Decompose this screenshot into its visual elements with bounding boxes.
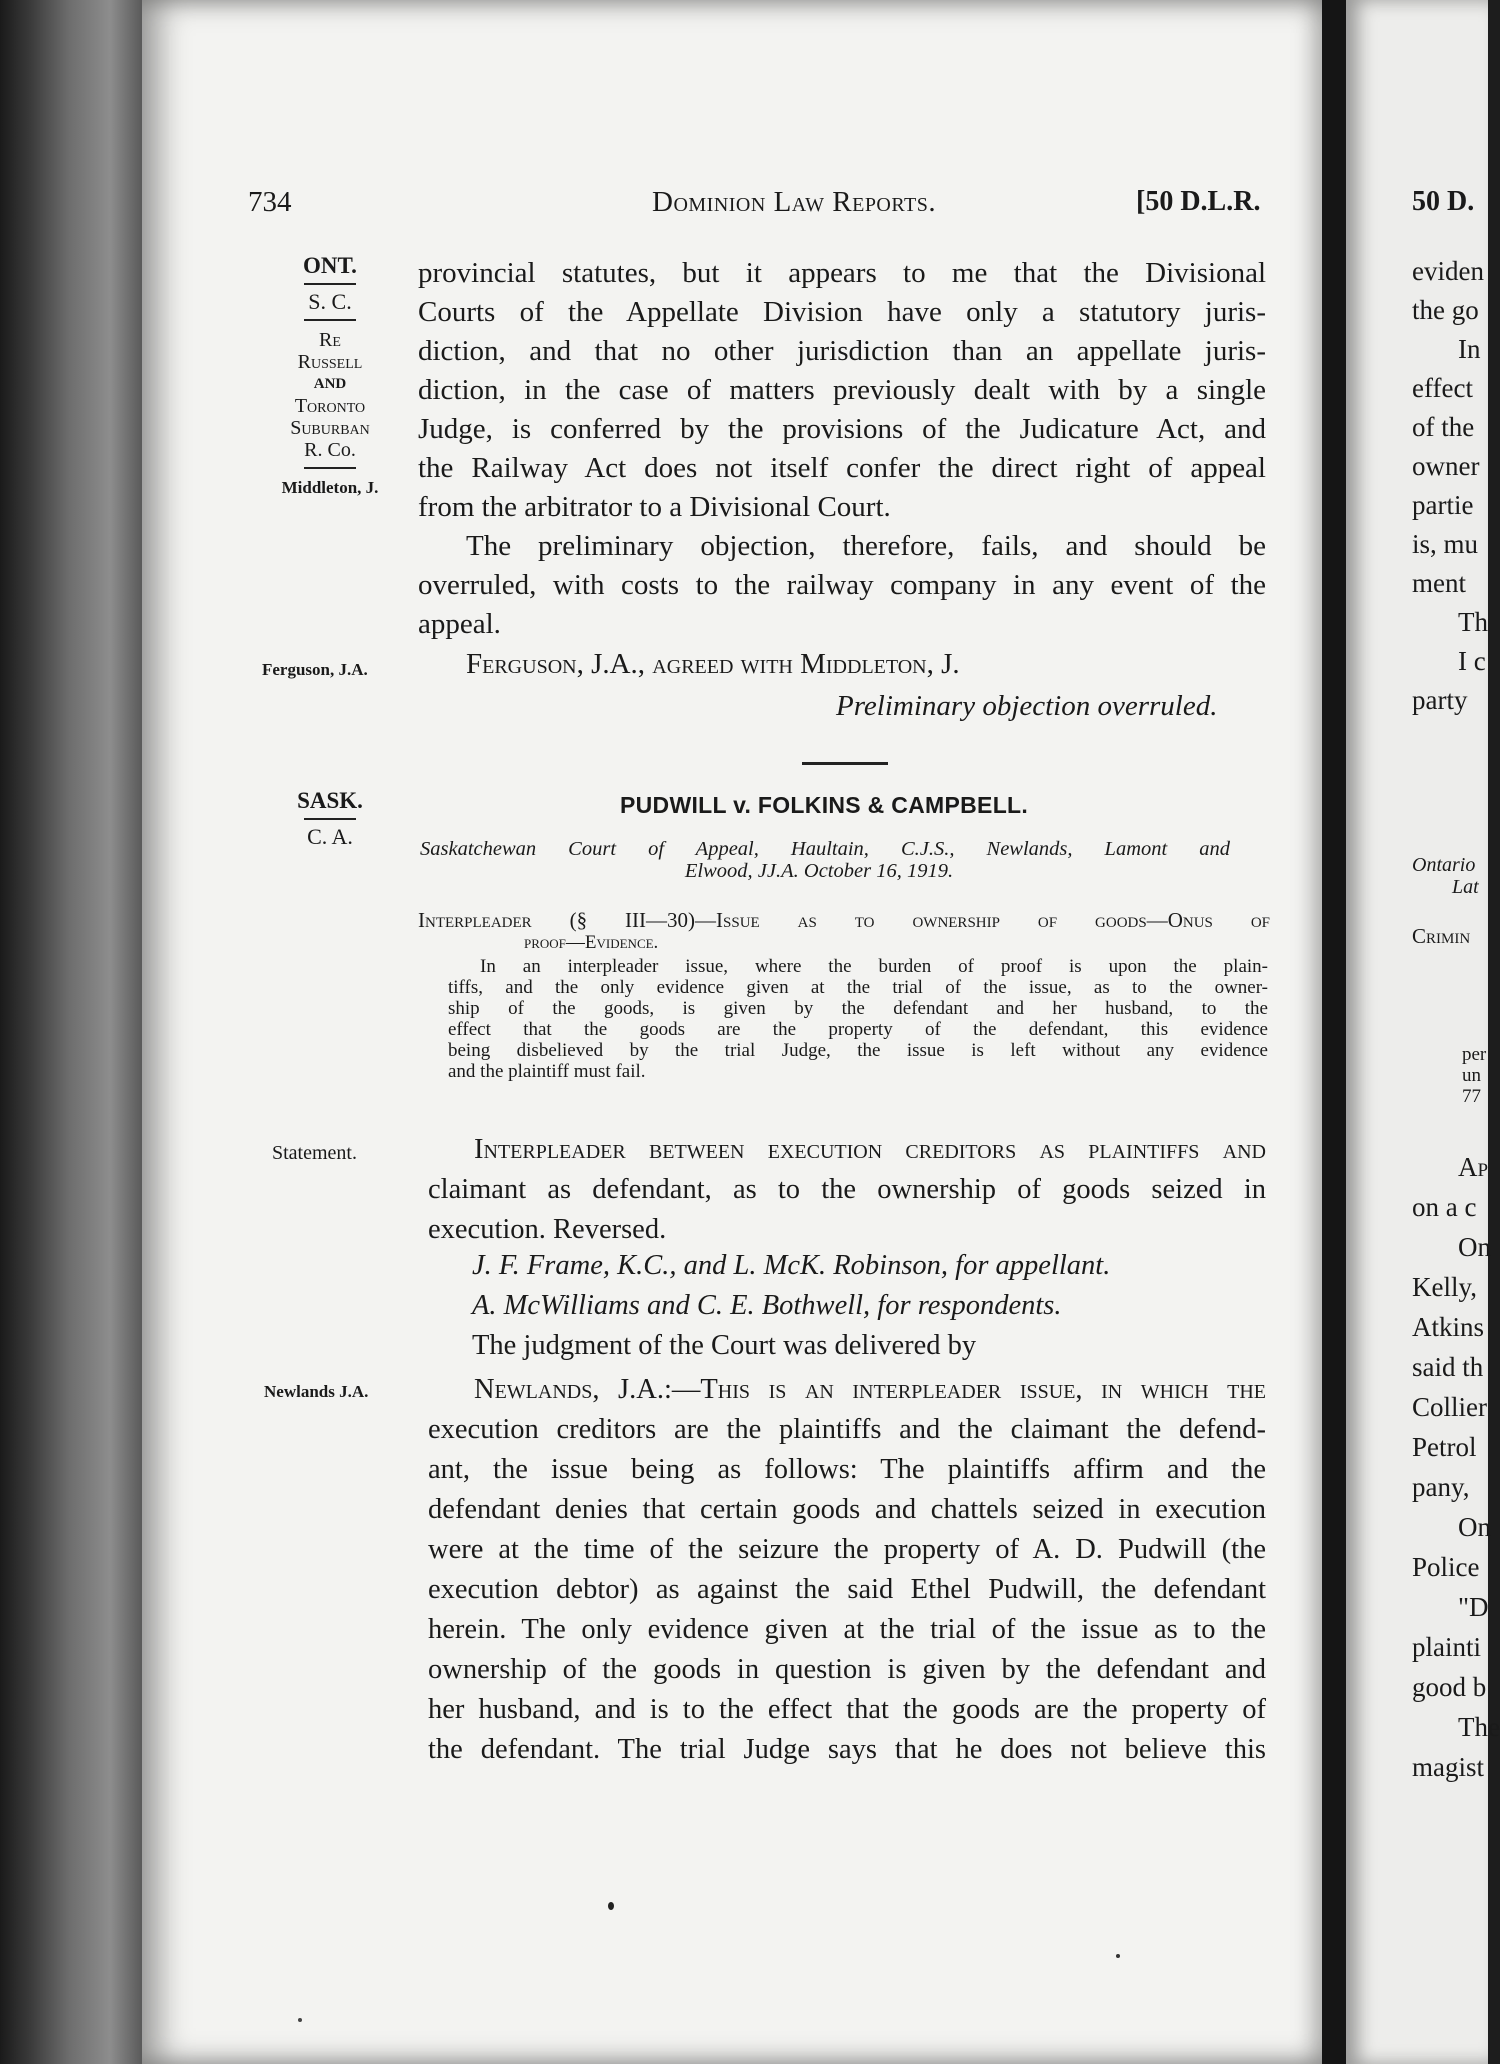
margin-province: ONT. xyxy=(303,253,357,278)
text-line: from the arbitrator to a Divisional Court. xyxy=(418,491,891,523)
facing-line: Ontario xyxy=(1412,854,1476,876)
facing-line: 77 xyxy=(1462,1086,1481,1107)
text-line: the Railway Act does not itself confer the direct right of appeal xyxy=(418,452,1266,484)
facing-line: Kelly, xyxy=(1412,1272,1477,1302)
section-divider xyxy=(802,762,888,765)
facing-line: pany, xyxy=(1412,1472,1470,1502)
margin-rule xyxy=(304,467,356,469)
margin-case-line: Toronto xyxy=(294,395,366,417)
facing-line: party xyxy=(1412,685,1468,715)
opinion-line: were at the time of the seizure the property of A. D. Pudwill (the xyxy=(428,1534,1266,1565)
margin-judge-newlands: Newlands J.A. xyxy=(264,1382,369,1401)
facing-line: Crimin xyxy=(1412,924,1471,948)
facing-line: good b xyxy=(1412,1672,1487,1702)
facing-line: effect xyxy=(1412,373,1473,403)
facing-header: 50 D. xyxy=(1412,186,1475,217)
text-line: overruled, with costs to the railway company in any event of the xyxy=(418,569,1266,601)
facing-line: un xyxy=(1462,1065,1481,1086)
margin-rule xyxy=(304,818,356,820)
facing-line: ment xyxy=(1412,568,1466,598)
opinion-line: herein. The only evidence given at the trial of the issue as to the xyxy=(428,1614,1266,1645)
court-line: Elwood, JJ.A. October 16, 1919. xyxy=(684,860,954,882)
facing-line: owner xyxy=(1412,451,1480,481)
opinion-line: execution debtor) as against the said Ethel Pudwill, the defendant xyxy=(428,1574,1266,1605)
text-line: The preliminary objection, therefore, fails, and should be xyxy=(466,530,1266,562)
opinion-line: execution creditors are the plaintiffs and the claimant the defend- xyxy=(428,1414,1266,1445)
summary-line: effect that the goods are the property of the defendant, this evidence xyxy=(448,1019,1268,1040)
facing-line: On xyxy=(1458,1232,1491,1262)
margin-court: C. A. xyxy=(307,824,353,849)
headnote-line: proof—Evidence. xyxy=(524,932,659,953)
facing-line: Ap xyxy=(1458,1152,1489,1182)
opinion-line: the defendant. The trial Judge says that he does not believe this xyxy=(428,1734,1266,1765)
facing-line: In xyxy=(1458,334,1481,364)
volume-label: [50 D.L.R. xyxy=(1136,186,1261,217)
facing-line: eviden xyxy=(1412,256,1484,286)
summary-line: being disbelieved by the trial Judge, the issue is left without any evidence xyxy=(448,1040,1268,1061)
text-line: Judge, is conferred by the provisions of the Judicature Act, and xyxy=(418,413,1266,445)
facing-line: The xyxy=(1458,1712,1500,1742)
book-gutter xyxy=(1322,0,1346,2064)
scan-speck xyxy=(298,2018,302,2022)
opinion-line: ownership of the goods in question is given by the defendant and xyxy=(428,1654,1266,1685)
text-line: appeal. xyxy=(418,608,501,640)
page-number: 734 xyxy=(248,186,292,218)
facing-line: On xyxy=(1458,1512,1491,1542)
margin-province: SASK. xyxy=(297,788,363,813)
margin-ferguson: Ferguson, J.A. xyxy=(262,660,368,679)
facing-line: of the xyxy=(1412,412,1475,442)
summary-line: tiffs, and the only evidence given at the trial of the issue, as to the owner- xyxy=(448,977,1268,998)
summary-line: ship of the goods, is given by the defendant and her husband, to the xyxy=(448,998,1268,1019)
margin-rule xyxy=(304,319,356,321)
counsel-appellant: J. F. Frame, K.C., and L. McK. Robinson, for appellant. xyxy=(472,1250,1111,1281)
facing-line: per xyxy=(1462,1044,1487,1065)
margin-judge: Middleton, J. xyxy=(281,478,379,497)
text-line: provincial statutes, but it appears to me that the Divisional xyxy=(418,257,1266,289)
margin-case-line: Russell xyxy=(297,351,363,373)
margin-case-line: R. Co. xyxy=(304,439,356,461)
facing-line: Th xyxy=(1458,607,1488,637)
statement-text: Interpleader between execution creditors as plaintiffs and xyxy=(474,1134,1266,1165)
statement-line xyxy=(474,1130,1266,1170)
facing-line: "D xyxy=(1458,1592,1489,1622)
headnote-line: Interpleader (§ III—30)—Issue as to ownership of goods—Onus of xyxy=(418,908,1270,932)
result-line: Preliminary objection overruled. xyxy=(836,690,1218,722)
opinion-line: ant, the issue being as follows: The plaintiffs affirm and the xyxy=(428,1454,1266,1485)
scan-speck xyxy=(1116,1954,1120,1958)
running-title: Dominion Law Reports. xyxy=(652,186,937,218)
court-line: Saskatchewan Court of Appeal, Haultain, C.J.S., Newlands, Lamont and xyxy=(420,838,1230,860)
margin-ont xyxy=(255,255,405,499)
margin-statement: Statement. xyxy=(272,1142,357,1164)
margin-case-line: AND xyxy=(313,376,347,392)
text-line: Courts of the Appellate Division have only a statutory juris- xyxy=(418,296,1266,328)
summary-line: and the plaintiff must fail. xyxy=(448,1061,646,1082)
delivered-line: The judgment of the Court was delivered by xyxy=(472,1330,977,1361)
statement-line: execution. Reversed. xyxy=(428,1214,667,1245)
margin-sask xyxy=(255,790,405,848)
facing-line: plainti xyxy=(1412,1632,1481,1662)
facing-line: said th xyxy=(1412,1352,1484,1382)
margin-case-line: Re xyxy=(319,329,341,351)
ferguson-line: Ferguson, J.A., agreed with Middleton, J. xyxy=(466,648,960,680)
statement-line: claimant as defendant, as to the ownership of goods seized in xyxy=(428,1174,1266,1205)
summary-line: In an interpleader issue, where the burden of proof is upon the plain- xyxy=(480,956,1268,977)
text-line: diction, and that no other jurisdiction than an appellate juris- xyxy=(418,335,1266,367)
opinion-line: defendant denies that certain goods and chattels seized in execution xyxy=(428,1494,1266,1525)
opinion-line: her husband, and is to the effect that the goods are the property of xyxy=(428,1694,1266,1725)
case-title: PUDWILL v. FOLKINS & CAMPBELL. xyxy=(620,792,1029,818)
margin-court: S. C. xyxy=(308,289,352,314)
facing-line: Petrol xyxy=(1412,1432,1477,1462)
facing-line: partie xyxy=(1412,490,1474,520)
facing-line: the go xyxy=(1412,295,1479,325)
facing-line: I c xyxy=(1458,646,1486,676)
facing-line: is, mu xyxy=(1412,529,1479,559)
text-line: diction, in the case of matters previously dealt with by a single xyxy=(418,374,1266,406)
opinion-line: Newlands, J.A.:—This is an interpleader issue, in which the xyxy=(474,1374,1266,1405)
counsel-respondents: A. McWilliams and C. E. Bothwell, for respondents. xyxy=(472,1290,1062,1321)
facing-line: on a c xyxy=(1412,1192,1477,1222)
margin-case-line: Suburban xyxy=(290,417,370,439)
facing-line: Lat xyxy=(1452,876,1479,898)
scan-speck xyxy=(608,1902,614,1910)
facing-line: magist xyxy=(1412,1752,1484,1782)
book-binding xyxy=(0,0,142,2064)
facing-line: Police xyxy=(1412,1552,1480,1582)
facing-line: Collier xyxy=(1412,1392,1487,1422)
margin-rule xyxy=(304,283,356,285)
facing-line: Atkins xyxy=(1412,1312,1485,1342)
